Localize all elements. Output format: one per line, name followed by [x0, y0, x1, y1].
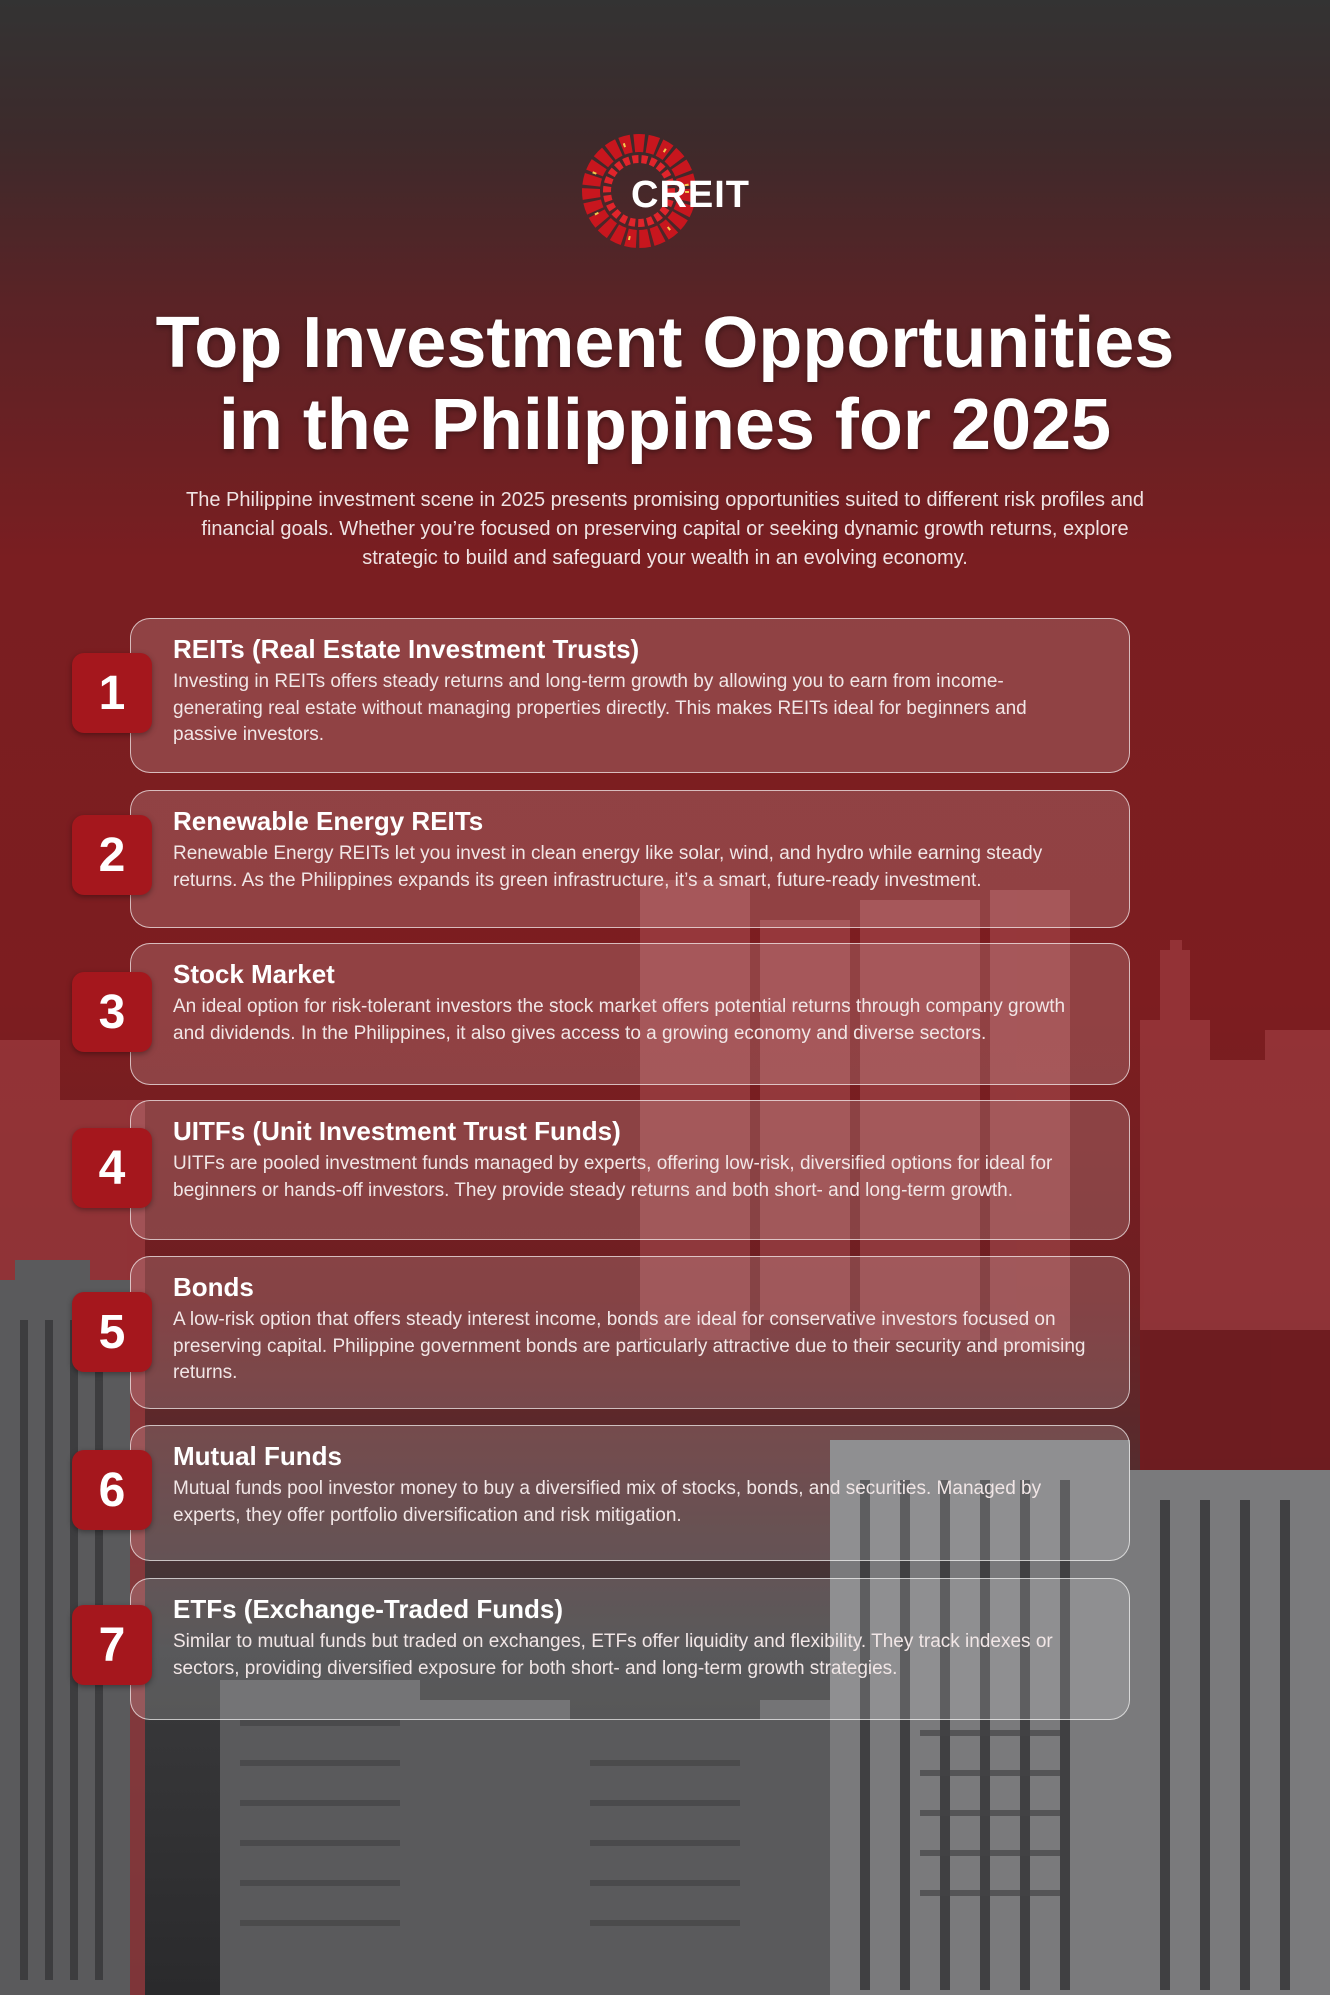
investment-card-stock-market	[130, 943, 1130, 1085]
creit-logo	[576, 128, 766, 258]
card-description: A low-risk option that offers steady interest income, bonds are ideal for conservative investors focused on preserving capital. Philippine government bonds are particularly attractive due to their security and promising returns.	[173, 1309, 1086, 1383]
item-number-badge: 7	[72, 1605, 152, 1685]
intro-line-1: The Philippine investment scene in 2025 presents promising opportunities suited to different risk profiles and	[186, 489, 1144, 511]
brand-name: CREIT	[631, 174, 750, 216]
intro-paragraph	[130, 486, 1200, 573]
investment-card-reits	[130, 618, 1130, 773]
item-number-badge: 1	[72, 653, 152, 733]
card-description: Mutual funds pool investor money to buy a diversified mix of stocks, bonds, and securities. Managed by experts, they offer portfolio diversification and risk mitigation.	[173, 1478, 1042, 1526]
card-title: UITFs (Unit Investment Trust Funds)	[173, 1116, 621, 1146]
card-description: Renewable Energy REITs let you invest in clean energy like solar, wind, and hydro while earning steady returns. As the Philippines expands its green infrastructure, it’s a smart, future-ready investment.	[173, 843, 1043, 891]
title-line-2: in the Philippines for 2025	[218, 385, 1112, 465]
card-title: REITs (Real Estate Investment Trusts)	[173, 634, 640, 664]
investment-card-etfs	[130, 1578, 1130, 1720]
card-title: Stock Market	[173, 959, 335, 989]
card-title: Renewable Energy REITs	[173, 806, 484, 836]
item-number-badge: 6	[72, 1450, 152, 1530]
page-title	[60, 302, 1270, 466]
card-description: Investing in REITs offers steady returns and long-term growth by allowing you to earn from income-generating real estate without managing properties directly. This makes REITs ideal for beginners and passive investors.	[173, 671, 1027, 745]
title-line-1: Top Investment Opportunities	[155, 303, 1175, 383]
item-number-badge: 5	[72, 1292, 152, 1372]
intro-line-2: financial goals. Whether you’re focused on preserving capital or seeking dynamic growth returns, explore	[201, 518, 1129, 540]
investment-card-uitfs	[130, 1100, 1130, 1240]
item-number-badge: 2	[72, 815, 152, 895]
investment-card-renewable-energy-reits	[130, 790, 1130, 928]
investment-card-mutual-funds	[130, 1425, 1130, 1561]
item-number-badge: 3	[72, 972, 152, 1052]
card-description: UITFs are pooled investment funds managed by experts, offering low-risk, diversified options for ideal for beginners or hands-off investors. They provide steady returns and both short- and long-term growth.	[173, 1153, 1053, 1201]
card-title: Bonds	[173, 1272, 254, 1302]
card-description: An ideal option for risk-tolerant investors the stock market offers potential returns through company growth and dividends. In the Philippines, it also gives access to a growing economy and diverse sectors.	[173, 996, 1066, 1044]
card-title: ETFs (Exchange-Traded Funds)	[173, 1594, 564, 1624]
card-title: Mutual Funds	[173, 1441, 342, 1471]
investment-card-bonds	[130, 1256, 1130, 1409]
intro-line-3: strategic to build and safeguard your wealth in an evolving economy.	[362, 547, 968, 569]
item-number-badge: 4	[72, 1128, 152, 1208]
card-description: Similar to mutual funds but traded on exchanges, ETFs offer liquidity and flexibility. They track indexes or sectors, providing diversified exposure for both short- and long-term growth strategies.	[173, 1631, 1053, 1679]
